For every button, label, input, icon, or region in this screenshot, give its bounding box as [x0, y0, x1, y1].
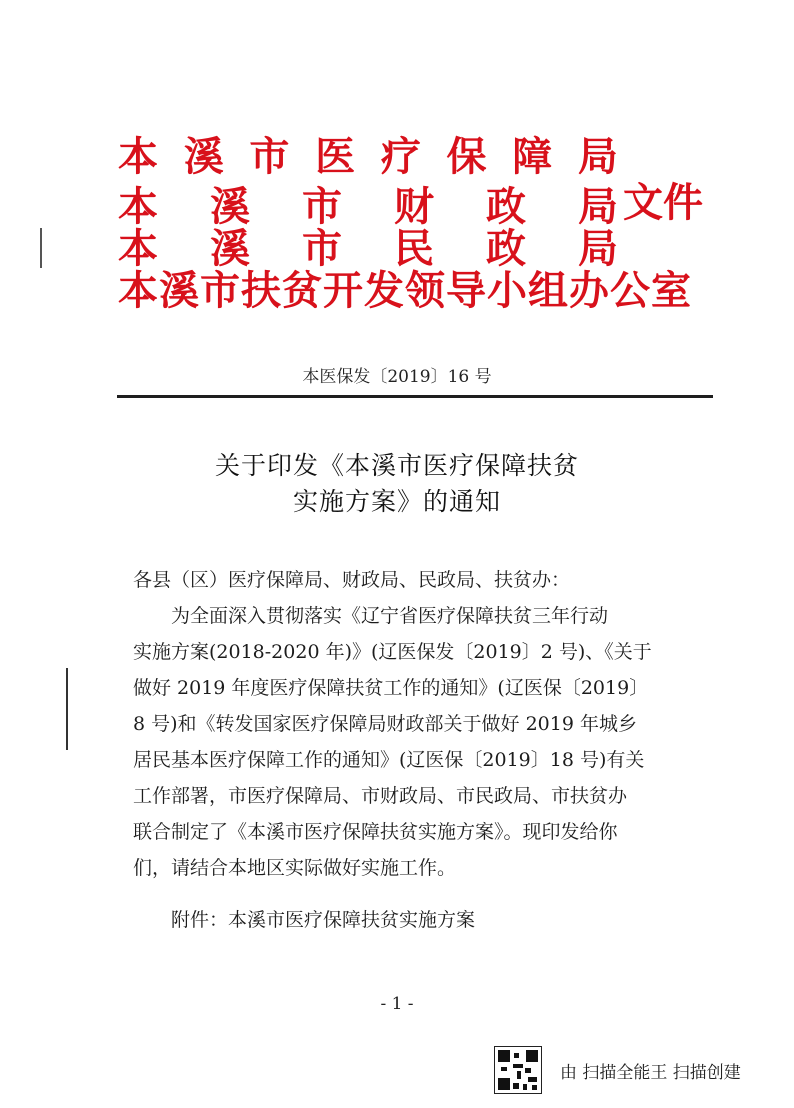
body-paragraph-line: 居民基本医疗保障工作的通知》(辽医保〔2019〕18 号)有关 [133, 749, 645, 771]
header-char: 局 [578, 226, 618, 272]
body-paragraph-line: 做好 2019 年度医疗保障扶贫工作的通知》(辽医保〔2019〕 [133, 677, 649, 699]
header-char: 溪 [183, 134, 224, 180]
header-char: 本 [118, 184, 158, 230]
document-title-line: 关于印发《本溪市医疗保障扶贫 [214, 451, 579, 480]
watermark-text: 由 扫描全能王 扫描创建 [560, 1062, 741, 1083]
header-char: 本 [118, 226, 158, 272]
header-char: 市 [302, 226, 342, 272]
body-paragraph-line: 为全面深入贯彻落实《辽宁省医疗保障扶贫三年行动 [171, 605, 609, 627]
header-line-finance-bureau [118, 184, 618, 230]
qr-code-icon [494, 1046, 542, 1094]
header-char: 溪 [210, 184, 250, 230]
header-char: 政 [486, 226, 526, 272]
body-paragraph-line: 工作部署，市医疗保障局、市财政局、市民政局、市扶贫办 [133, 785, 628, 807]
body-paragraph-line: 实施方案(2018-2020 年)》(辽医保发〔2019〕2 号)、《关于 [133, 641, 652, 663]
header-char: 政 [486, 184, 526, 230]
header-char: 财 [394, 184, 434, 230]
header-char: 民 [394, 226, 434, 272]
document-number: 本医保发〔2019〕16 号 [302, 367, 492, 387]
scan-margin-mark [66, 668, 68, 750]
header-line-civil-affairs-bureau [118, 226, 618, 272]
body-paragraph-line: 们，请结合本地区实际做好实施工作。 [133, 857, 457, 879]
header-line-medical-security-bureau [118, 134, 618, 180]
header-char: 局 [577, 134, 618, 180]
page-number: - 1 - [380, 994, 414, 1014]
header-line-poverty-office: 本溪市扶贫开发领导小组办公室 [118, 268, 692, 314]
header-char: 溪 [210, 226, 250, 272]
body-paragraph-line: 8 号)和《转发国家医疗保障局财政部关于做好 2019 年城乡 [133, 713, 637, 735]
header-char: 疗 [380, 134, 421, 180]
attachment-line: 附件：本溪市医疗保障扶贫实施方案 [171, 909, 476, 931]
header-char: 市 [249, 134, 290, 180]
header-char: 保 [446, 134, 487, 180]
body-paragraph-line: 联合制定了《本溪市医疗保障扶贫实施方案》。现印发给你 [133, 821, 618, 843]
header-char: 医 [315, 134, 356, 180]
document-title-line: 实施方案》的通知 [292, 487, 501, 516]
header-char: 局 [578, 184, 618, 230]
header-document-suffix: 文件 [623, 180, 703, 226]
addressee-line: 各县（区）医疗保障局、财政局、民政局、扶贫办： [133, 569, 571, 591]
header-char: 本 [118, 134, 158, 180]
header-char: 市 [302, 184, 342, 230]
header-char: 障 [512, 134, 553, 180]
scan-margin-mark [40, 228, 42, 268]
scanner-watermark [494, 1046, 741, 1094]
header-divider [117, 395, 713, 398]
